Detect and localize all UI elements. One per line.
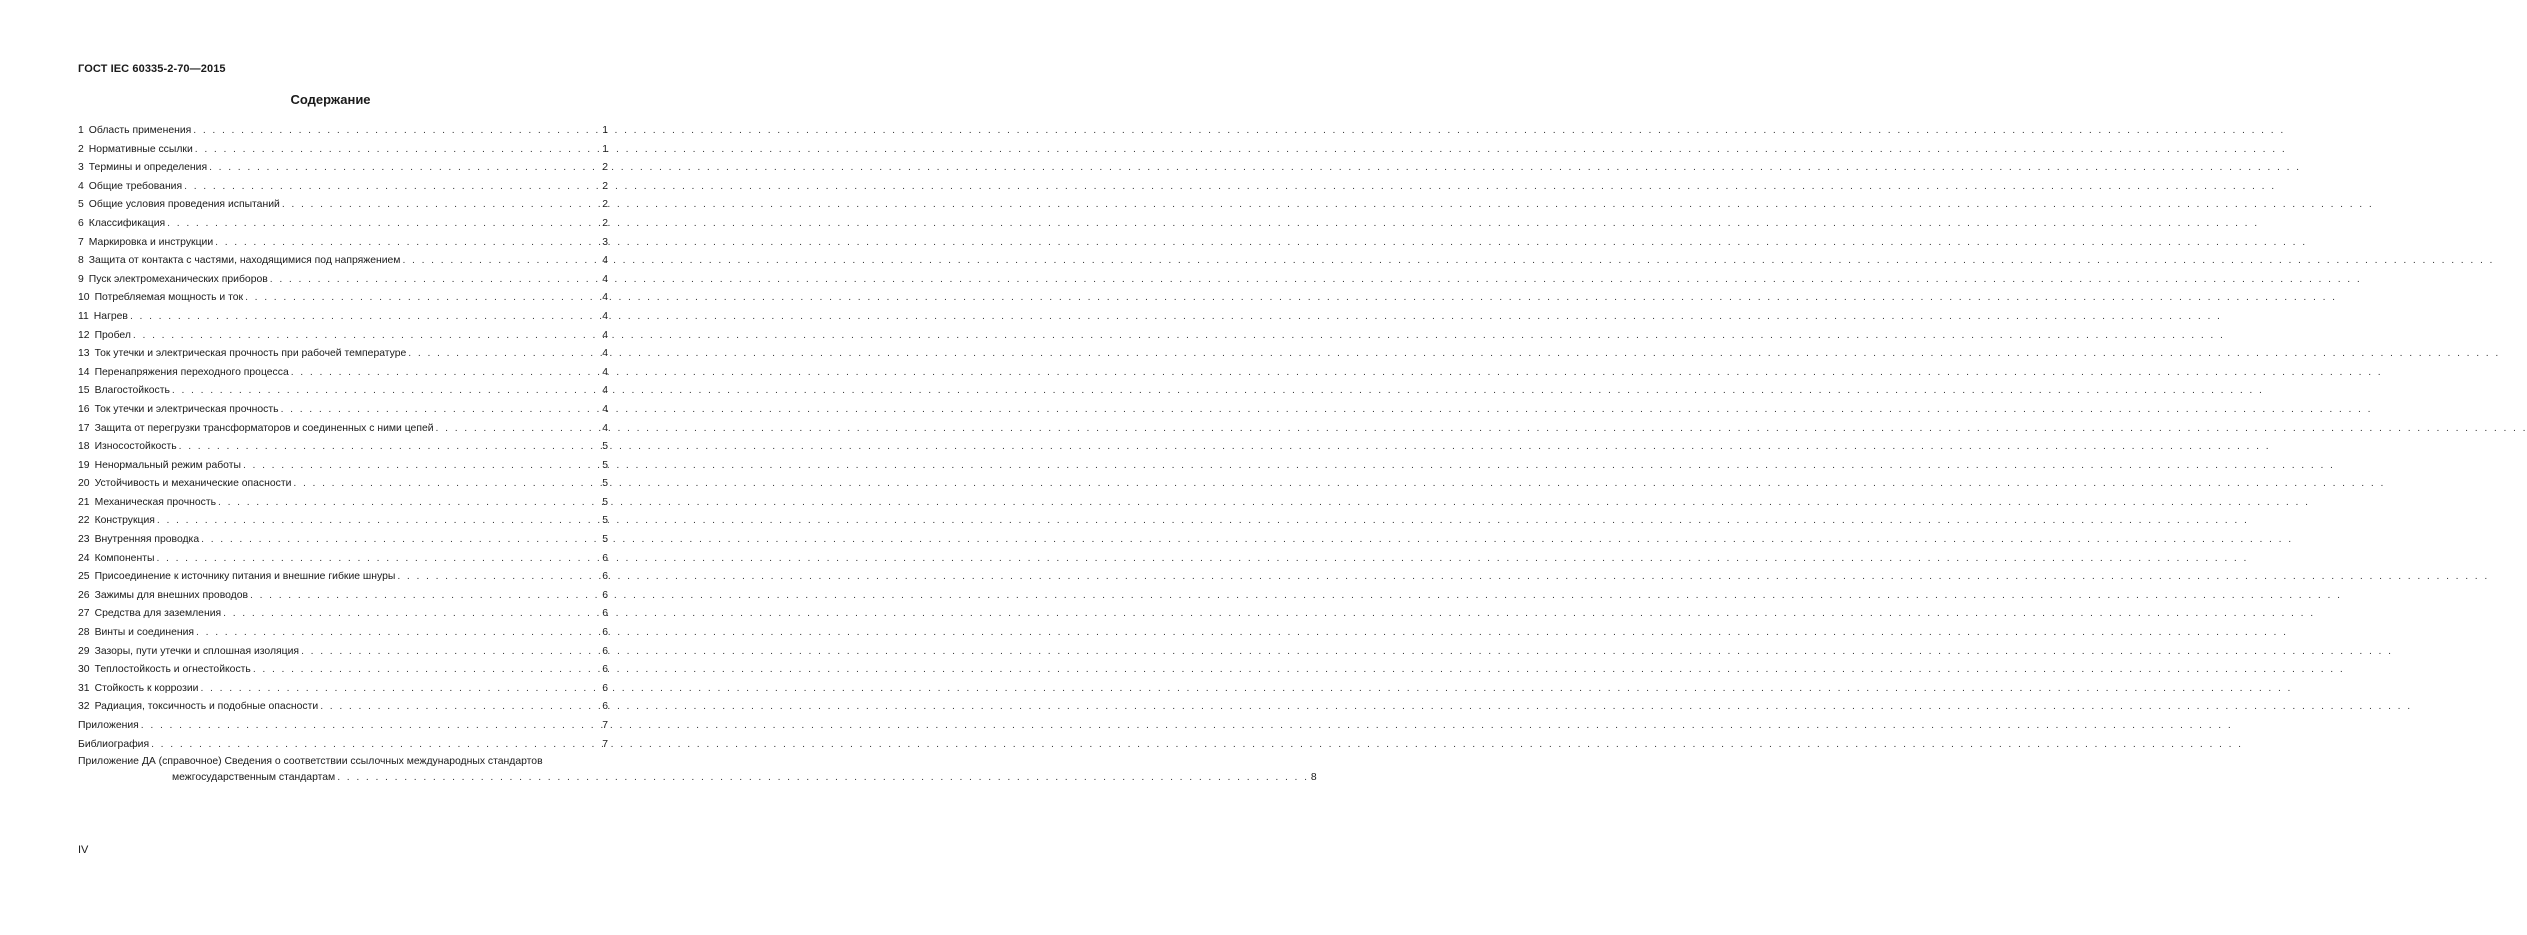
toc-entry-page: 5 (602, 441, 608, 453)
toc-entry-bibliography[interactable] (78, 736, 608, 755)
toc-entry-number: 3 (78, 162, 84, 174)
dot-leader (155, 512, 602, 531)
toc-entry[interactable] (78, 605, 608, 624)
dot-leader (434, 420, 602, 439)
toc-entry-page: 6 (602, 589, 608, 601)
dot-leader (268, 271, 602, 290)
toc-entry[interactable] (78, 141, 608, 160)
toc-entry-label: Теплостойкость и огнестойкость (94, 664, 251, 676)
toc-entry-label: Нагрев (93, 310, 128, 322)
toc-entry-number: 17 (78, 422, 90, 434)
appendix-title-line1: Приложение ДА (справочное) Сведения о соответствии ссылочных международных стандартов (78, 756, 543, 768)
toc-entry-page: 6 (602, 571, 608, 583)
toc-entry[interactable] (78, 420, 608, 439)
toc-entry[interactable] (78, 178, 608, 197)
toc-entry-label: Перенапряжения переходного процесса (94, 366, 289, 378)
toc-entry-number: 5 (78, 199, 84, 211)
toc-entry-label: Влагостойкость (94, 385, 170, 397)
dot-leader (194, 624, 602, 643)
toc-entry[interactable] (78, 122, 608, 141)
dot-leader (299, 643, 602, 662)
toc-entry[interactable] (78, 698, 608, 717)
toc-entry-page: 6 (602, 701, 608, 713)
toc-entry[interactable] (78, 364, 608, 383)
toc-entry-page: 4 (602, 348, 608, 360)
dot-leader (289, 364, 602, 383)
toc-entry-page: 1 (602, 125, 608, 136)
toc-entry-label: Ток утечки и электрическая прочность при рабочей температуре (94, 348, 407, 360)
dot-leader (182, 178, 602, 197)
toc-entry-label: Компоненты (94, 552, 155, 564)
toc-entry-number: 32 (78, 701, 90, 713)
dot-leader (280, 196, 602, 215)
toc-entry-page: 6 (602, 608, 608, 620)
document-header: ГОСТ IEC 60335-2-70—2015 (78, 63, 226, 75)
dot-leader (279, 401, 602, 420)
toc-entry-page: 6 (602, 552, 608, 564)
toc-entry-label: Термины и определения (88, 162, 208, 174)
page-number: IV (78, 844, 89, 856)
dot-leader (199, 531, 602, 550)
dot-leader (248, 587, 602, 606)
dot-leader (251, 661, 602, 680)
toc-entry-label: Стойкость к коррозии (94, 682, 199, 694)
toc-entry-page: 4 (602, 255, 608, 267)
toc-entry-label: Классификация (88, 217, 166, 229)
toc-entry-number: 1 (78, 125, 84, 136)
dot-leader (165, 215, 602, 234)
toc-entry[interactable] (78, 327, 608, 346)
toc-entry-label: Износостойкость (94, 441, 177, 453)
toc-entry-page: 4 (602, 366, 608, 378)
toc-entry[interactable] (78, 159, 608, 178)
toc-entry-number: 24 (78, 552, 90, 564)
toc-entry-label: Внутренняя проводка (94, 534, 200, 546)
toc-entry-page: 4 (602, 403, 608, 415)
toc-entry[interactable] (78, 457, 608, 476)
dot-leader (154, 550, 602, 569)
toc-entry-number: 2 (78, 143, 84, 155)
toc-entry[interactable] (78, 531, 608, 550)
toc-entry-label: Механическая прочность (94, 496, 216, 508)
toc-entry[interactable] (78, 494, 608, 513)
toc-entry[interactable] (78, 215, 608, 234)
toc-entry[interactable] (78, 643, 608, 662)
toc-entry[interactable] (78, 680, 608, 699)
dot-leader (149, 736, 602, 755)
dot-leader (139, 717, 602, 736)
appendix-title-line2: межгосударственным стандартам (172, 772, 336, 784)
toc-entry[interactable] (78, 401, 608, 420)
toc-entry-label: Защита от контакта с частями, находящимися под напряжением (88, 255, 401, 267)
toc-entry-number: 29 (78, 645, 90, 657)
toc-entry-number: 21 (78, 496, 90, 508)
toc-entry-number: 7 (78, 236, 84, 248)
toc-entry[interactable] (78, 568, 608, 587)
toc-entry-page: 7 (602, 738, 608, 750)
toc-entry-number: 15 (78, 385, 90, 397)
toc-entry-number: 30 (78, 664, 90, 676)
toc-entry[interactable] (78, 512, 608, 531)
toc-entry[interactable] (78, 289, 608, 308)
toc-entry-number: 25 (78, 571, 90, 583)
toc-entry[interactable] (78, 438, 608, 457)
toc-entry-label: Область применения (88, 125, 192, 136)
toc-entry-label: Радиация, токсичность и подобные опасности (94, 701, 319, 713)
toc-entry[interactable] (78, 550, 608, 569)
toc-title: Содержание (290, 92, 371, 107)
dot-leader (400, 252, 602, 271)
toc-entry-number: 20 (78, 478, 90, 490)
toc-entry-label: Зажимы для внешних проводов (94, 589, 249, 601)
toc-entry-label: Устойчивость и механические опасности (94, 478, 292, 490)
toc-entry[interactable] (78, 271, 608, 290)
toc-entry-label: Конструкция (94, 515, 155, 527)
toc-entry[interactable] (78, 661, 608, 680)
toc-entry-page: 2 (602, 199, 608, 211)
toc-entry-label: Ненормальный режим работы (94, 459, 241, 471)
dot-leader (406, 345, 602, 364)
dot-leader (131, 327, 602, 346)
toc-entry-label: Средства для заземления (94, 608, 222, 620)
toc-entry-page: 5 (602, 496, 608, 508)
toc-entry-label: Присоединение к источнику питания и внешние гибкие шнуры (94, 571, 396, 583)
toc-entry-label: Ток утечки и электрическая прочность (94, 403, 279, 415)
dot-leader (191, 122, 602, 141)
toc-entry-number: 27 (78, 608, 90, 620)
toc-entry-label: Общие условия проведения испытаний (88, 199, 280, 211)
toc-entry-page: 6 (602, 682, 608, 694)
toc-entry-label: Потребляемая мощность и ток (94, 292, 244, 304)
toc-entry-number: 9 (78, 273, 84, 285)
toc-entry[interactable] (78, 475, 608, 494)
toc-entry[interactable] (78, 587, 608, 606)
toc-entry[interactable] (78, 382, 608, 401)
toc-entry-number: 19 (78, 459, 90, 471)
dot-leader (318, 698, 602, 717)
toc-entry-number: 10 (78, 292, 90, 304)
toc-entry-page: 1 (602, 143, 608, 155)
toc-entry-number: 26 (78, 589, 90, 601)
toc-entry-page: 3 (602, 236, 608, 248)
toc-entry-page: 6 (602, 627, 608, 639)
toc-entry-number: 23 (78, 534, 90, 546)
toc-entry-number: 4 (78, 180, 84, 192)
toc-entry-number: 8 (78, 255, 84, 267)
toc-entry-page: 2 (602, 217, 608, 229)
toc-entry-number: 12 (78, 329, 90, 341)
toc-entry-number: 31 (78, 682, 90, 694)
dot-leader (335, 770, 1311, 786)
toc-entry-page: 5 (602, 459, 608, 471)
dot-leader (221, 605, 602, 624)
toc-entry-appendices[interactable] (78, 717, 608, 736)
toc-entry-appendix-da[interactable] (78, 754, 1317, 786)
toc-entry-label: Зазоры, пути утечки и сплошная изоляция (94, 645, 300, 657)
toc-entry-number: 6 (78, 217, 84, 229)
toc-entry-number: 16 (78, 403, 90, 415)
toc-entry-page: 4 (602, 310, 608, 322)
toc-entry-page: 5 (602, 515, 608, 527)
dot-leader (177, 438, 602, 457)
toc-entry[interactable] (78, 252, 608, 271)
toc-entry[interactable] (78, 308, 608, 327)
appendix-page: 8 (1310, 772, 1317, 784)
toc-entry-number: 13 (78, 348, 90, 360)
toc-entry-label: Винты и соединения (94, 627, 195, 639)
toc-entry-page: 2 (602, 162, 608, 174)
toc-entry[interactable] (78, 624, 608, 643)
toc-entry[interactable] (78, 196, 608, 215)
toc-entry-page: 4 (602, 385, 608, 397)
toc-entry-label: Маркировка и инструкции (88, 236, 214, 248)
toc-entry[interactable] (78, 345, 608, 364)
dot-leader (216, 494, 602, 513)
toc-entry-label: Общие требования (88, 180, 183, 192)
dot-leader (128, 308, 602, 327)
dot-leader (198, 680, 602, 699)
toc-entry-label: Нормативные ссылки (88, 143, 193, 155)
toc-entry-number: 18 (78, 441, 90, 453)
toc-entry[interactable] (78, 234, 608, 253)
toc-entry-page: 4 (602, 329, 608, 341)
toc-entry-page: 7 (602, 720, 608, 731)
dot-leader (170, 382, 602, 401)
dot-leader (291, 475, 602, 494)
toc-entry-label: Пуск электромеханических приборов (88, 273, 268, 285)
toc-entry-page: 2 (602, 180, 608, 192)
toc-entry-label: Приложения (78, 720, 139, 731)
toc-entry-page: 4 (602, 292, 608, 304)
toc-entry-number: 28 (78, 627, 90, 639)
table-of-contents (78, 122, 1317, 786)
toc-entry-page: 4 (602, 273, 608, 285)
toc-entry-page: 5 (602, 478, 608, 490)
toc-entry-page: 4 (602, 422, 608, 434)
toc-entry-label: Защита от перегрузки трансформаторов и соединенных с ними цепей (94, 422, 434, 434)
toc-entry-page: 5 (602, 534, 608, 546)
dot-leader (395, 568, 602, 587)
toc-entry-label: Пробел (94, 329, 131, 341)
dot-leader (193, 141, 602, 160)
toc-entry-label: Библиография (78, 738, 150, 750)
dot-leader (207, 159, 602, 178)
dot-leader (243, 289, 602, 308)
dot-leader (213, 234, 602, 253)
toc-entry-page: 6 (602, 664, 608, 676)
toc-entry-number: 14 (78, 366, 90, 378)
toc-entry-number: 11 (78, 310, 89, 322)
dot-leader (241, 457, 602, 476)
toc-entry-number: 22 (78, 515, 90, 527)
toc-entry-page: 6 (602, 645, 608, 657)
appendix-title-line2-row (78, 770, 1317, 786)
